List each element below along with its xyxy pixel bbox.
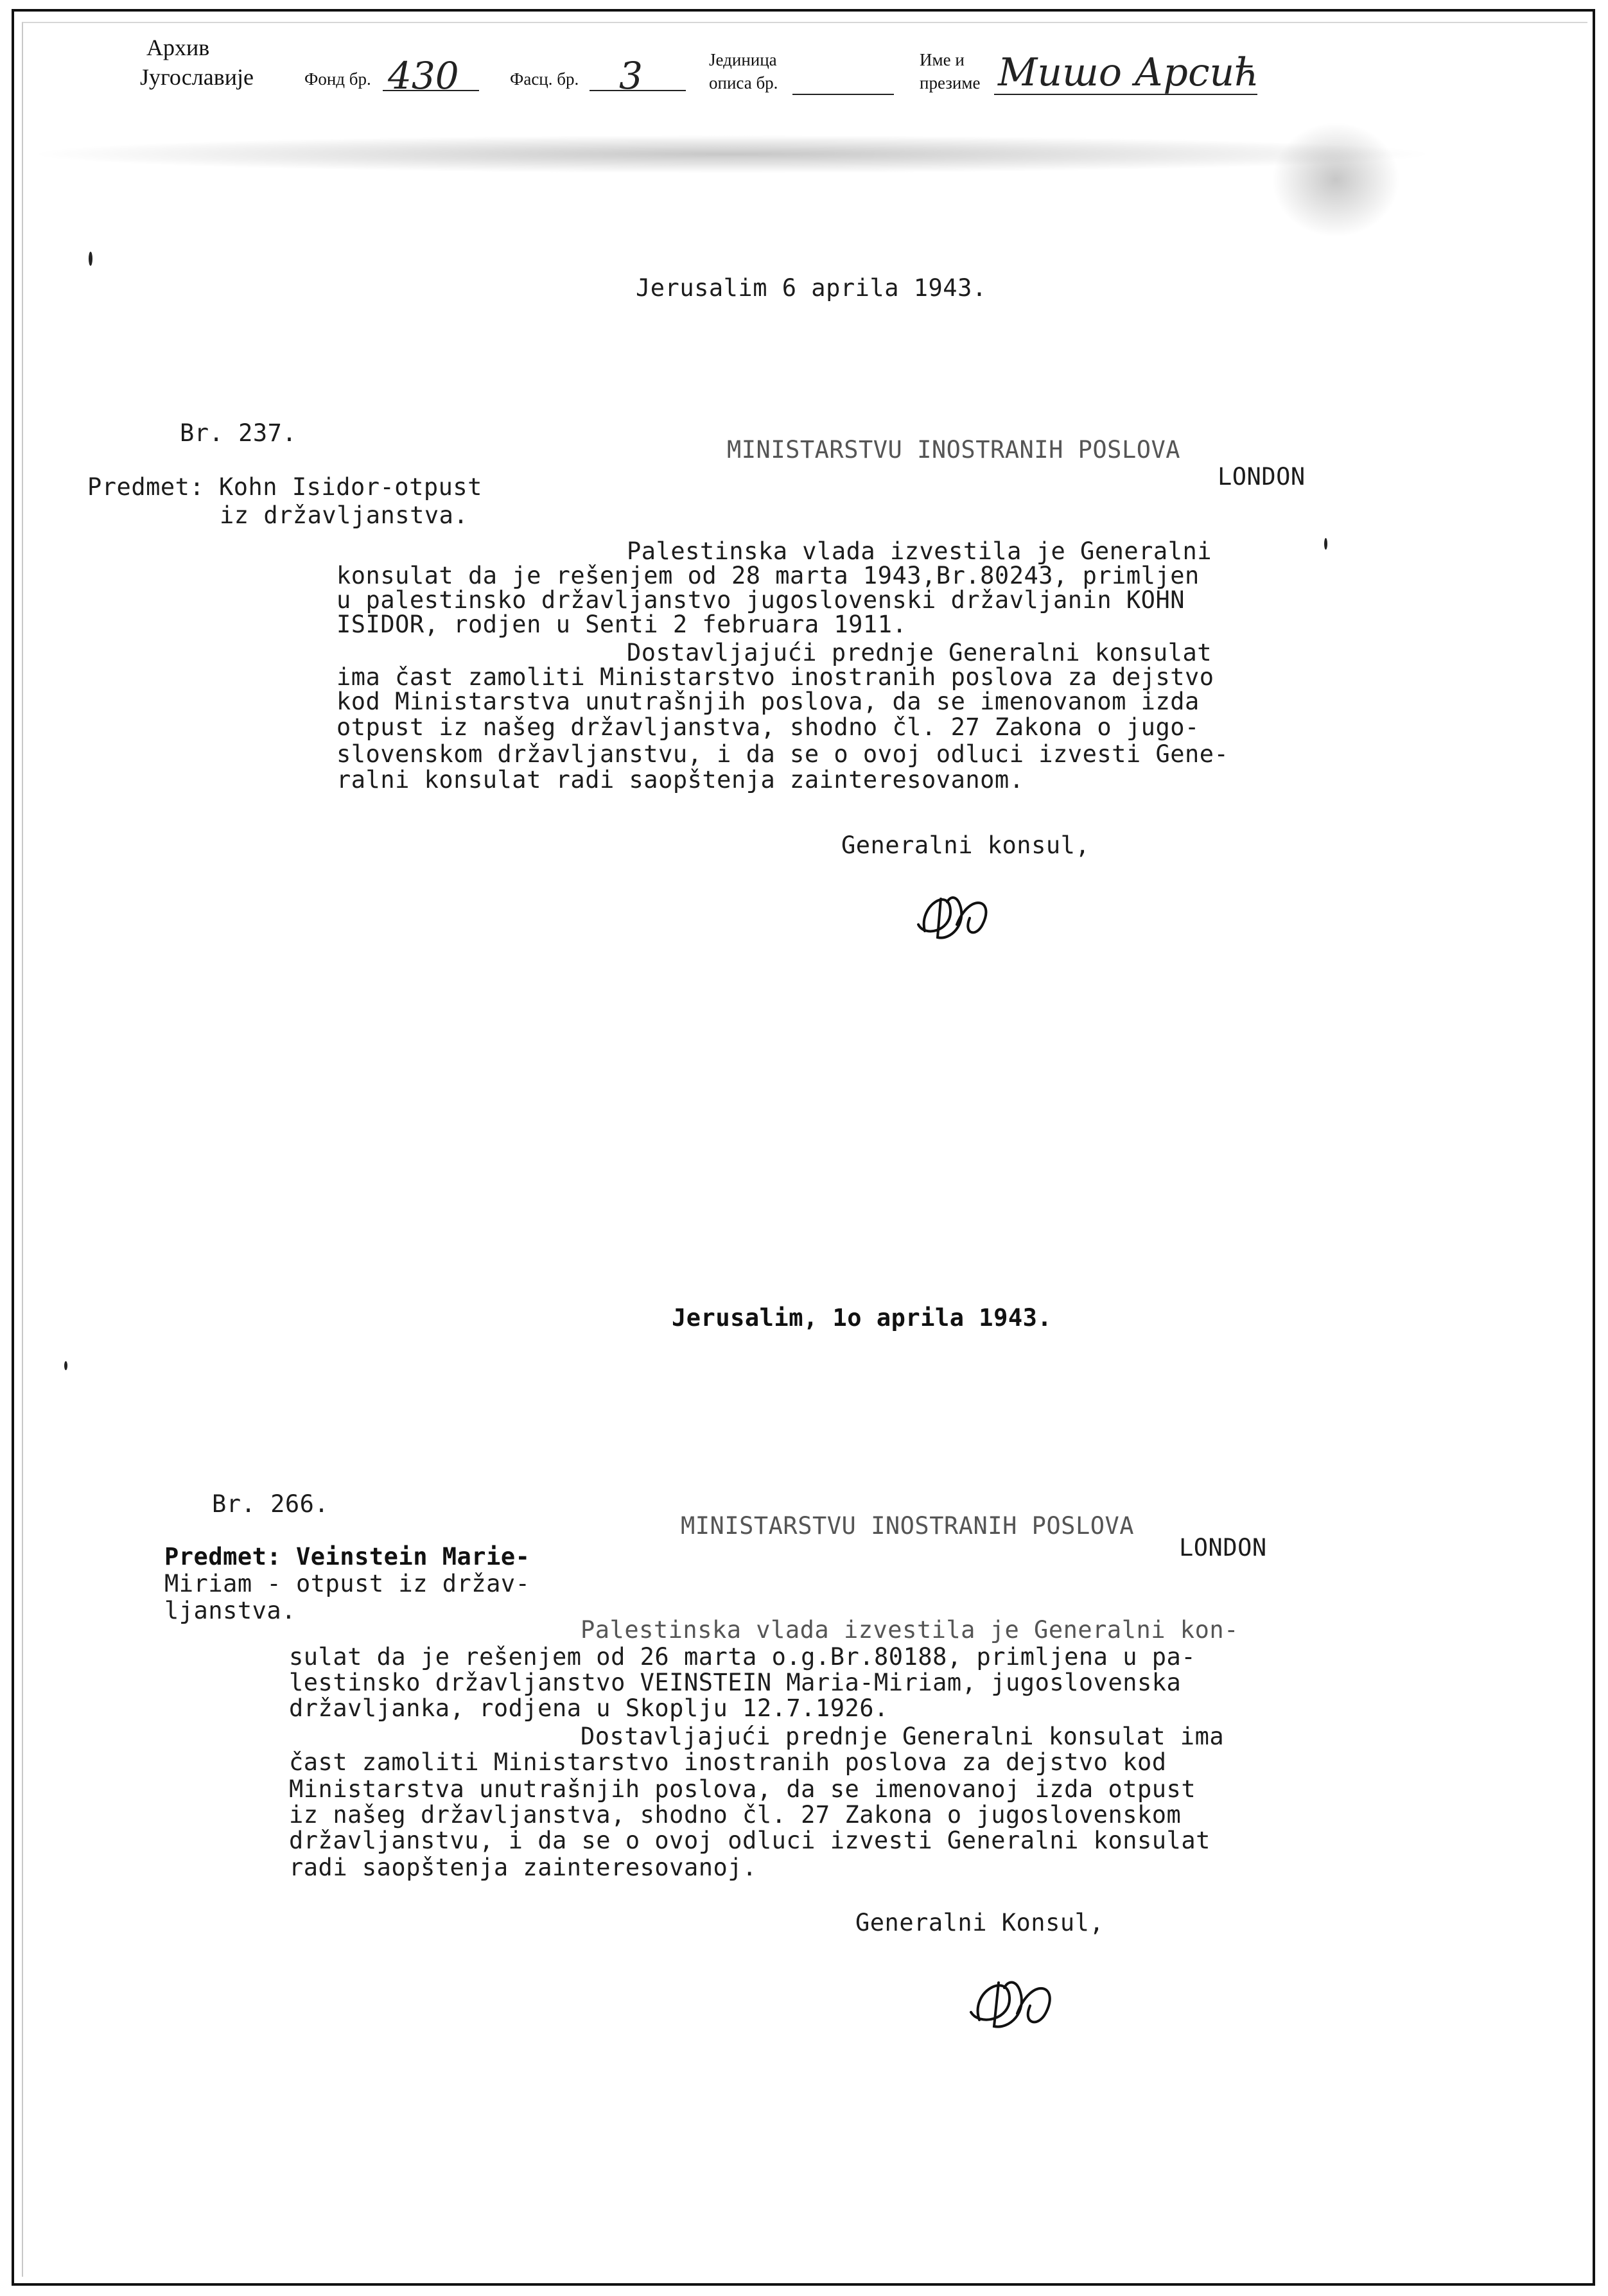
letter-body-line: sulat da je rešenjem od 26 marta o.g.Br.80188, primljena u pa-	[289, 1643, 1196, 1671]
signature-image	[912, 880, 1008, 950]
letter-body-line: državljanka, rodjena u Skoplju 12.7.1926.	[289, 1694, 889, 1722]
margin-mark	[1324, 538, 1327, 550]
letter-body-line: Dostavljajući prednje Generalni konsulat ima	[581, 1723, 1225, 1750]
name-value: Мишо Арсић	[998, 50, 1259, 95]
margin-mark	[89, 252, 92, 266]
letter-body-line: Ministarstva unutrašnjih poslova, da se imenovanoj izda otpust	[289, 1775, 1196, 1803]
letter-body-line: Dostavljajući prednje Generalni konsulat	[627, 639, 1212, 666]
letter-closing: Generalni konsul,	[841, 831, 1090, 859]
letter-body-line: Palestinska vlada izvestila je Generalni kon-	[581, 1616, 1239, 1644]
letter-subject-line: Predmet: Kohn Isidor-otpust	[87, 473, 482, 501]
letter-date: Jerusalim 6 aprila 1943.	[636, 274, 987, 302]
margin-mark	[64, 1361, 67, 1370]
name-label-line2: презиме	[920, 73, 981, 92]
letter-subject-line: iz državljanstva.	[220, 501, 469, 529]
letter-date: Jerusalim, 1o aprila 1943.	[672, 1304, 1053, 1332]
unit-underline	[792, 94, 894, 95]
fond-label: Фонд бр.	[304, 69, 371, 89]
letter-body-line: radi saopštenja zainteresovanoj.	[289, 1854, 757, 1881]
letter-body-line: lestinsko državljanstvo VEINSTEIN Maria-Miriam, jugoslovenska	[289, 1669, 1182, 1696]
fasc-value: 3	[619, 54, 643, 98]
letter-body-line: u palestinsko državljanstvo jugoslovenski državljanin KOHN	[336, 586, 1185, 614]
copy-shadow-corner	[1272, 122, 1400, 238]
letter-subject-line: ljanstva.	[164, 1597, 296, 1624]
archive-label-line2: Југославије	[140, 64, 254, 90]
fasc-label: Фасц. бр.	[510, 69, 579, 89]
fond-value: 430	[388, 54, 459, 98]
letter-number: Br. 237.	[180, 419, 297, 447]
letter-subject-line: Miriam - otpust iz držav-	[164, 1570, 530, 1597]
unit-label-line1: Јединица	[709, 50, 777, 69]
letter-number: Br. 266.	[212, 1490, 329, 1518]
letter-closing: Generalni Konsul,	[855, 1909, 1105, 1936]
letter-body-line: ralni konsulat radi saopštenja zainteresovanom.	[336, 766, 1024, 794]
letter-body-line: otpust iz našeg državljanstva, shodno čl. 27 Zakona o jugo-	[336, 713, 1200, 741]
letter-recipient: MINISTARSTVU INOSTRANIH POSLOVA	[681, 1512, 1135, 1540]
letter-recipient: MINISTARSTVU INOSTRANIH POSLOVA	[727, 436, 1181, 464]
letter-city: LONDON	[1218, 463, 1306, 491]
signature-image	[963, 1962, 1072, 2039]
unit-label-line2: описа бр.	[709, 73, 778, 92]
letter-body-line: kod Ministarstva unutrašnjih poslova, da se imenovanom izda	[336, 688, 1200, 715]
letter-body-line: državljanstvu, i da se o ovoj odluci izvesti Generalni konsulat	[289, 1827, 1210, 1854]
archive-label-line1: Архив	[146, 35, 210, 60]
letter-body-line: čast zamoliti Ministarstvo inostranih poslova za dejstvo kod	[289, 1748, 1167, 1776]
photocopy-edge	[22, 22, 1587, 2277]
name-label-line1: Име и	[920, 50, 965, 69]
letter-body-line: slovenskom državljanstvu, i da se o ovoj odluci izvesti Gene-	[336, 740, 1229, 768]
letter-city: LONDON	[1179, 1534, 1267, 1561]
letter-body-line: Palestinska vlada izvestila je Generalni	[627, 537, 1212, 565]
letter-subject-line: Predmet: Veinstein Marie-	[164, 1543, 530, 1570]
letter-body-line: ISIDOR, rodjen u Senti 2 februara 1911.	[336, 611, 907, 638]
letter-body-line: konsulat da je rešenjem od 28 marta 1943,Br.80243, primljen	[336, 562, 1200, 589]
copy-shadow-top	[26, 135, 1438, 173]
letter-body-line: iz našeg državljanstva, shodno čl. 27 Zakona o jugoslovenskom	[289, 1801, 1182, 1829]
letter-body-line: ima čast zamoliti Ministarstvo inostranih poslova za dejstvo	[336, 663, 1214, 691]
